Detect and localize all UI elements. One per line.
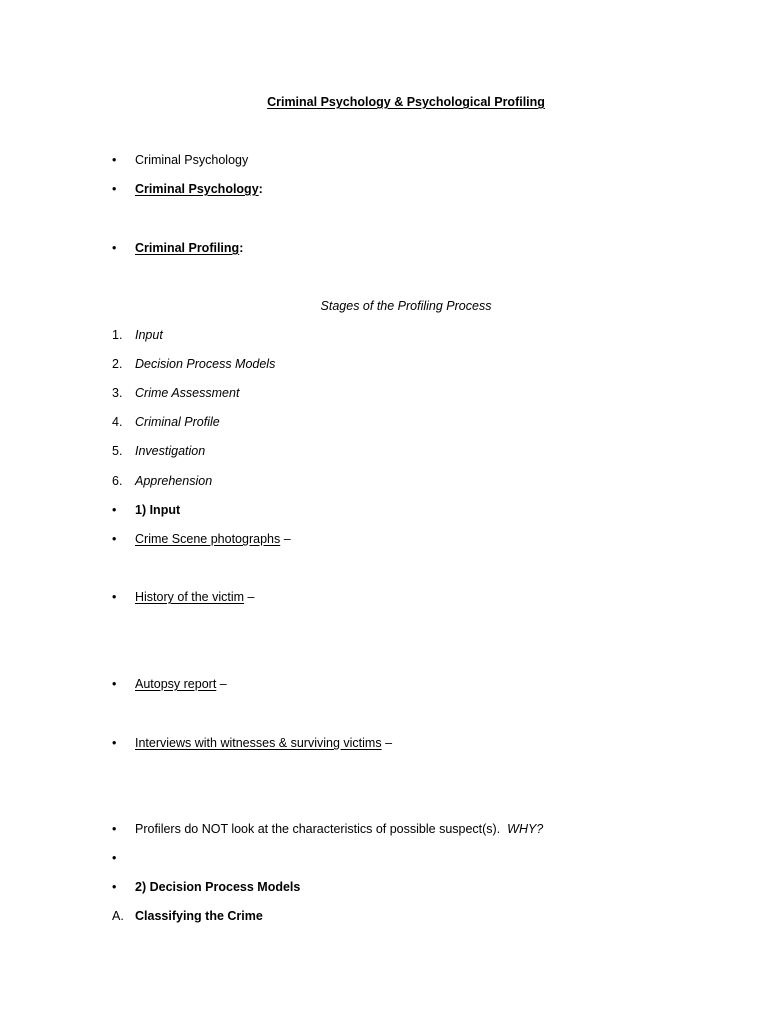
list-item <box>0 529 768 549</box>
item-criminal-psychology-def: Criminal Psychology: <box>135 182 263 196</box>
stage-item <box>0 383 768 403</box>
stage-number: 4. <box>112 415 123 429</box>
bullet: • <box>112 677 117 691</box>
item-criminal-psychology: Criminal Psychology <box>135 153 249 167</box>
item-autopsy: Autopsy report – <box>135 677 227 691</box>
stage-item <box>0 471 768 491</box>
bullet: • <box>112 182 117 196</box>
stage-item <box>0 441 768 461</box>
stage-label: Investigation <box>135 444 206 458</box>
stage-number: 6. <box>112 474 123 488</box>
bullet: • <box>112 822 117 836</box>
bullet: • <box>112 241 117 255</box>
input-heading: 1) Input <box>135 503 181 517</box>
list-item <box>0 674 768 694</box>
list-item <box>0 500 768 520</box>
item-history-victim: History of the victim – <box>135 590 255 604</box>
stages-heading-line <box>0 296 768 316</box>
decision-heading: 2) Decision Process Models <box>135 880 301 894</box>
stage-label: Decision Process Models <box>135 357 276 371</box>
stage-number: 2. <box>112 357 123 371</box>
bullet: • <box>112 503 117 517</box>
list-item <box>0 150 768 170</box>
bullet: • <box>112 736 117 750</box>
item-interviews: Interviews with witnesses & surviving victims – <box>135 736 393 750</box>
title-line <box>0 92 768 112</box>
bullet: • <box>112 153 117 167</box>
item-criminal-profiling-def: Criminal Profiling: <box>135 241 244 255</box>
list-item <box>0 238 768 258</box>
stage-number: 1. <box>112 328 123 342</box>
list-item <box>0 906 768 926</box>
bullet: • <box>112 851 117 865</box>
stage-number: 3. <box>112 386 123 400</box>
bullet: • <box>112 590 117 604</box>
list-item <box>0 587 768 607</box>
letter-marker: A. <box>112 909 124 923</box>
bullet: • <box>112 532 117 546</box>
stage-label: Crime Assessment <box>135 386 240 400</box>
stage-item <box>0 412 768 432</box>
list-item <box>0 877 768 897</box>
stage-label: Input <box>135 328 163 342</box>
stage-number: 5. <box>112 444 123 458</box>
stage-label: Apprehension <box>135 474 213 488</box>
stage-item <box>0 354 768 374</box>
stage-label: Criminal Profile <box>135 415 220 429</box>
item-profilers: Profilers do NOT look at the characteristics of possible suspect(s). WHY? <box>135 822 544 836</box>
list-item <box>0 179 768 199</box>
item-crime-scene: Crime Scene photographs – <box>135 532 291 546</box>
stages-heading: Stages of the Profiling Process <box>320 299 492 313</box>
list-item-empty <box>0 848 768 868</box>
bullet: • <box>112 880 117 894</box>
classifying-heading: Classifying the Crime <box>135 909 263 923</box>
list-item <box>0 819 768 839</box>
stage-item <box>0 325 768 345</box>
list-item <box>0 733 768 753</box>
document-title: Criminal Psychology & Psychological Profiling <box>267 95 545 109</box>
